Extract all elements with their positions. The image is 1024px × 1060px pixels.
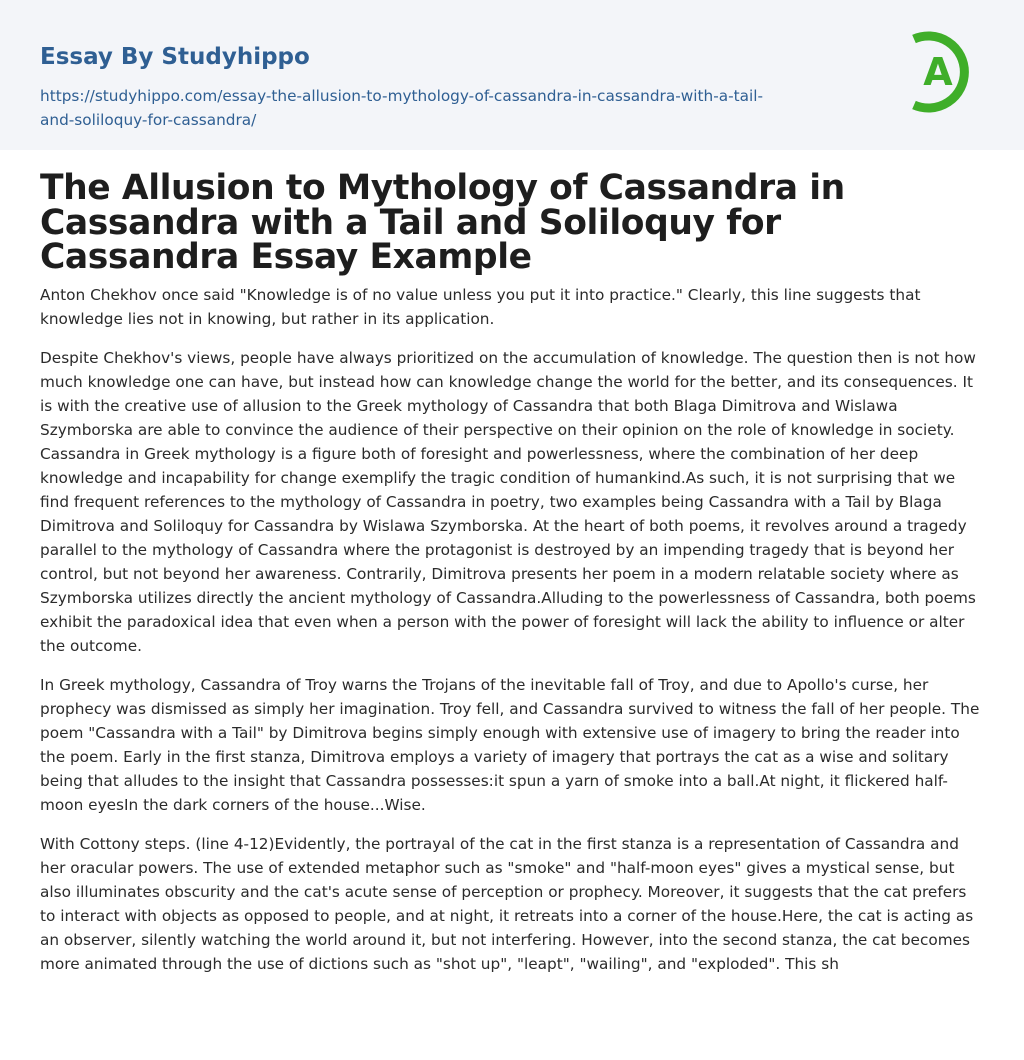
logo-letter: A [923,50,953,94]
paragraph: Despite Chekhov's views, people have always prioritized on the accumulation of knowledge. The question then is not how much knowledge one can have, but instead how can knowledge change the world for the better, and its consequences. It is with the creative use of allusion to the Greek mythology of Cassandra that both Blaga Dimitrova and Wislawa Szymborska are able to convince the audience of their perspective on their opinion on the role of knowledge in society. Cassandra in Greek mythology is a figure both of foresight and powerlessness, where the combination of her deep knowledge and incapability for change exemplify the tragic condition of humankind.As such, it is not surprising that we find frequent references to the mythology of Cassandra in poetry, two examples being Cassandra with a Tail by Blaga Dimitrova and Soliloquy for Cassandra by Wislawa Szymborska. At the heart of both poems, it revolves around a tragedy parallel to the mythology of Cassandra where the protagonist is destroyed by an impending tragedy that is beyond her control, but not beyond her awareness. Contrarily, Dimitrova presents her poem in a modern relatable society where as Szymborska utilizes directly the ancient mythology of Cassandra.Alluding to the powerlessness of Cassandra, both poems exhibit the paradoxical idea that even when a person with the power of foresight will lack the ability to influence or alter the outcome. [40,348,976,655]
studyhippo-logo[interactable] [912,30,984,114]
source-url-line-2[interactable]: and-soliloquy-for-cassandra/ [40,111,257,129]
source-url-line-1[interactable]: https://studyhippo.com/essay-the-allusion-to-mythology-of-cassandra-in-cassandra-with-a-tail- [40,87,764,105]
site-brand[interactable]: Essay By Studyhippo [40,44,310,70]
paragraph: With Cottony steps. (line 4-12)Evidently, the portrayal of the cat in the first stanza is a representation of Cassandra and her oracular powers. The use of extended metaphor such as "smoke" and "half-moon eyes" gives a mystical sense, but also illuminates obscurity and the cat's acute sense of perception or prophecy. Moreover, it suggests that the cat prefers to interact with objects as opposed to people, and at night, it retreats into a corner of the house.Here, the cat is acting as an observer, silently watching the world around it, but not interfering. However, into the second stanza, the cat becomes more animated through the use of dictions such as "shot up", "leapt", "wailing", and "exploded". This sh [40,834,974,973]
article [0,150,1024,976]
page-title: The Allusion to Mythology of Cassandra in Cassandra with a Tail and Soliloquy for Cassandra Essay Example [40,168,845,277]
site-header [0,0,1024,150]
paragraph: Anton Chekhov once said "Knowledge is of no value unless you put it into practice." Clearly, this line suggests that knowledge lies not in knowing, but rather in its application. [40,285,921,328]
source-url-link[interactable] [40,84,840,132]
paragraph: In Greek mythology, Cassandra of Troy warns the Trojans of the inevitable fall of Troy, and due to Apollo's curse, her prophecy was dismissed as simply her imagination. Troy fell, and Cassandra survived to witness the fall of her people. The poem "Cassandra with a Tail" by Dimitrova begins simply enough with extensive use of imagery to bring the reader into the poem. Early in the first stanza, Dimitrova employs a variety of imagery that portrays the cat as a wise and solitary being that alludes to the insight that Cassandra possesses:it spun a yarn of smoke into a ball.At night, it flickered half-moon eyesIn the dark corners of the house...Wise. [40,675,980,814]
logo-ring-icon [912,30,984,114]
